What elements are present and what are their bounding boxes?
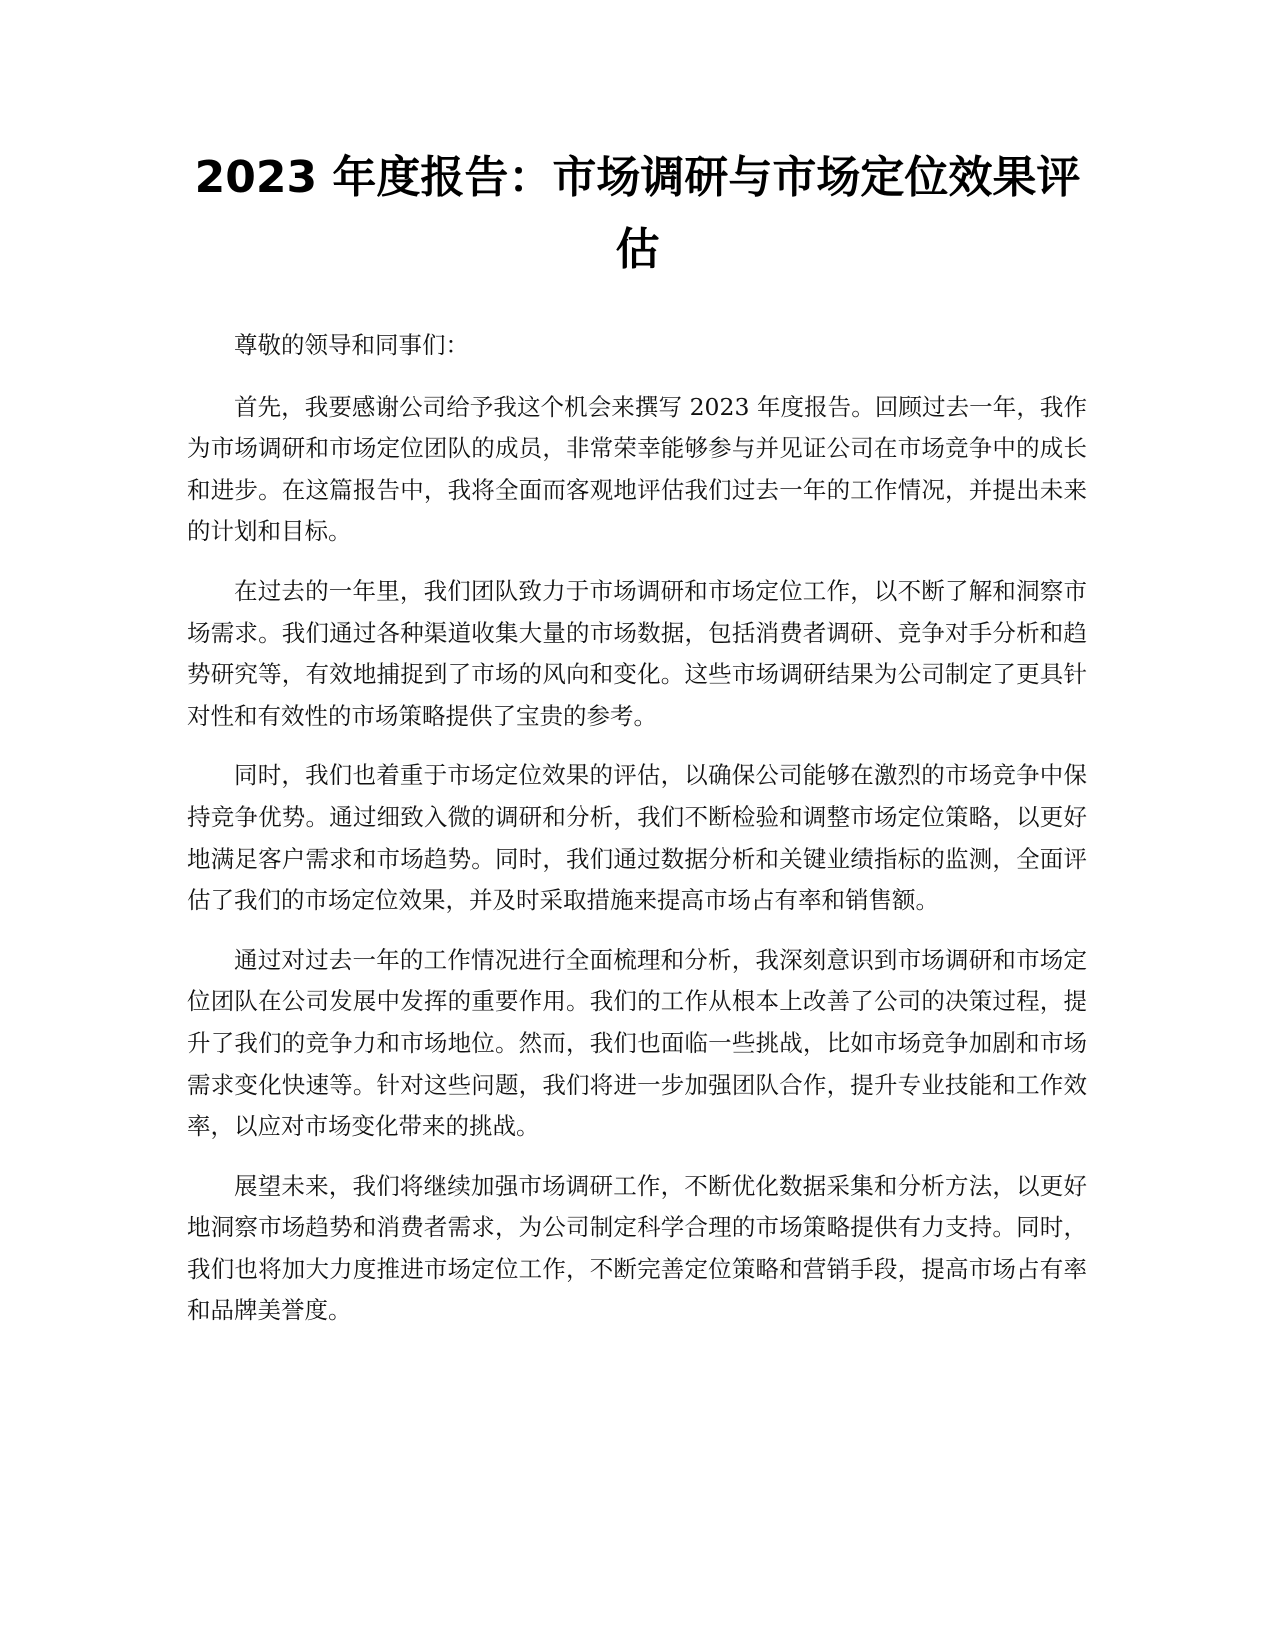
paragraph-positioning-evaluation: 同时，我们也着重于市场定位效果的评估，以确保公司能够在激烈的市场竞争中保持竞争优势。通过细致入微的调研和分析，我们不断检验和调整市场定位策略，以更好地满足客户需求和市场趋势。同时，我们通过数据分析和关键业绩指标的监测，全面评估了我们的市场定位效果，并及时采取措施来提高市场占有率和销售额。 (187, 761, 1087, 915)
salutation: 尊敬的领导和同事们： (234, 331, 469, 359)
paragraph-market-research: 在过去的一年里，我们团队致力于市场调研和市场定位工作，以不断了解和洞察市场需求。我们通过各种渠道收集大量的市场数据，包括消费者调研、竞争对手分析和趋势研究等，有效地捕捉到了市场的风向和变化。这些市场调研结果为公司制定了更具针对性和有效性的市场策略提供了宝贵的参考。 (187, 576, 1087, 730)
document-body (187, 325, 1087, 1350)
paragraph-review-challenges: 通过对过去一年的工作情况进行全面梳理和分析，我深刻意识到市场调研和市场定位团队在公司发展中发挥的重要作用。我们的工作从根本上改善了公司的决策过程，提升了我们的竞争力和市场地位。然而，我们也面临一些挑战，比如市场竞争加剧和市场需求变化快速等。针对这些问题，我们将进一步加强团队合作，提升专业技能和工作效率，以应对市场变化带来的挑战。 (187, 945, 1087, 1141)
paragraph-outlook: 展望未来，我们将继续加强市场调研工作，不断优化数据采集和分析方法，以更好地洞察市场趋势和消费者需求，为公司制定科学合理的市场策略提供有力支持。同时，我们也将加大力度推进市场定位工作，不断完善定位策略和营销手段，提高市场占有率和品牌美誉度。 (187, 1171, 1087, 1325)
paragraph-intro: 首先，我要感谢公司给予我这个机会来撰写 2023 年度报告。回顾过去一年，我作为市场调研和市场定位团队的成员，非常荣幸能够参与并见证公司在市场竞争中的成长和进步。在这篇报告中，我将全面而客观地评估我们过去一年的工作情况，并提出未来的计划和目标。 (187, 392, 1087, 546)
document-title: 2023 年度报告：市场调研与市场定位效果评估 (194, 152, 1081, 275)
